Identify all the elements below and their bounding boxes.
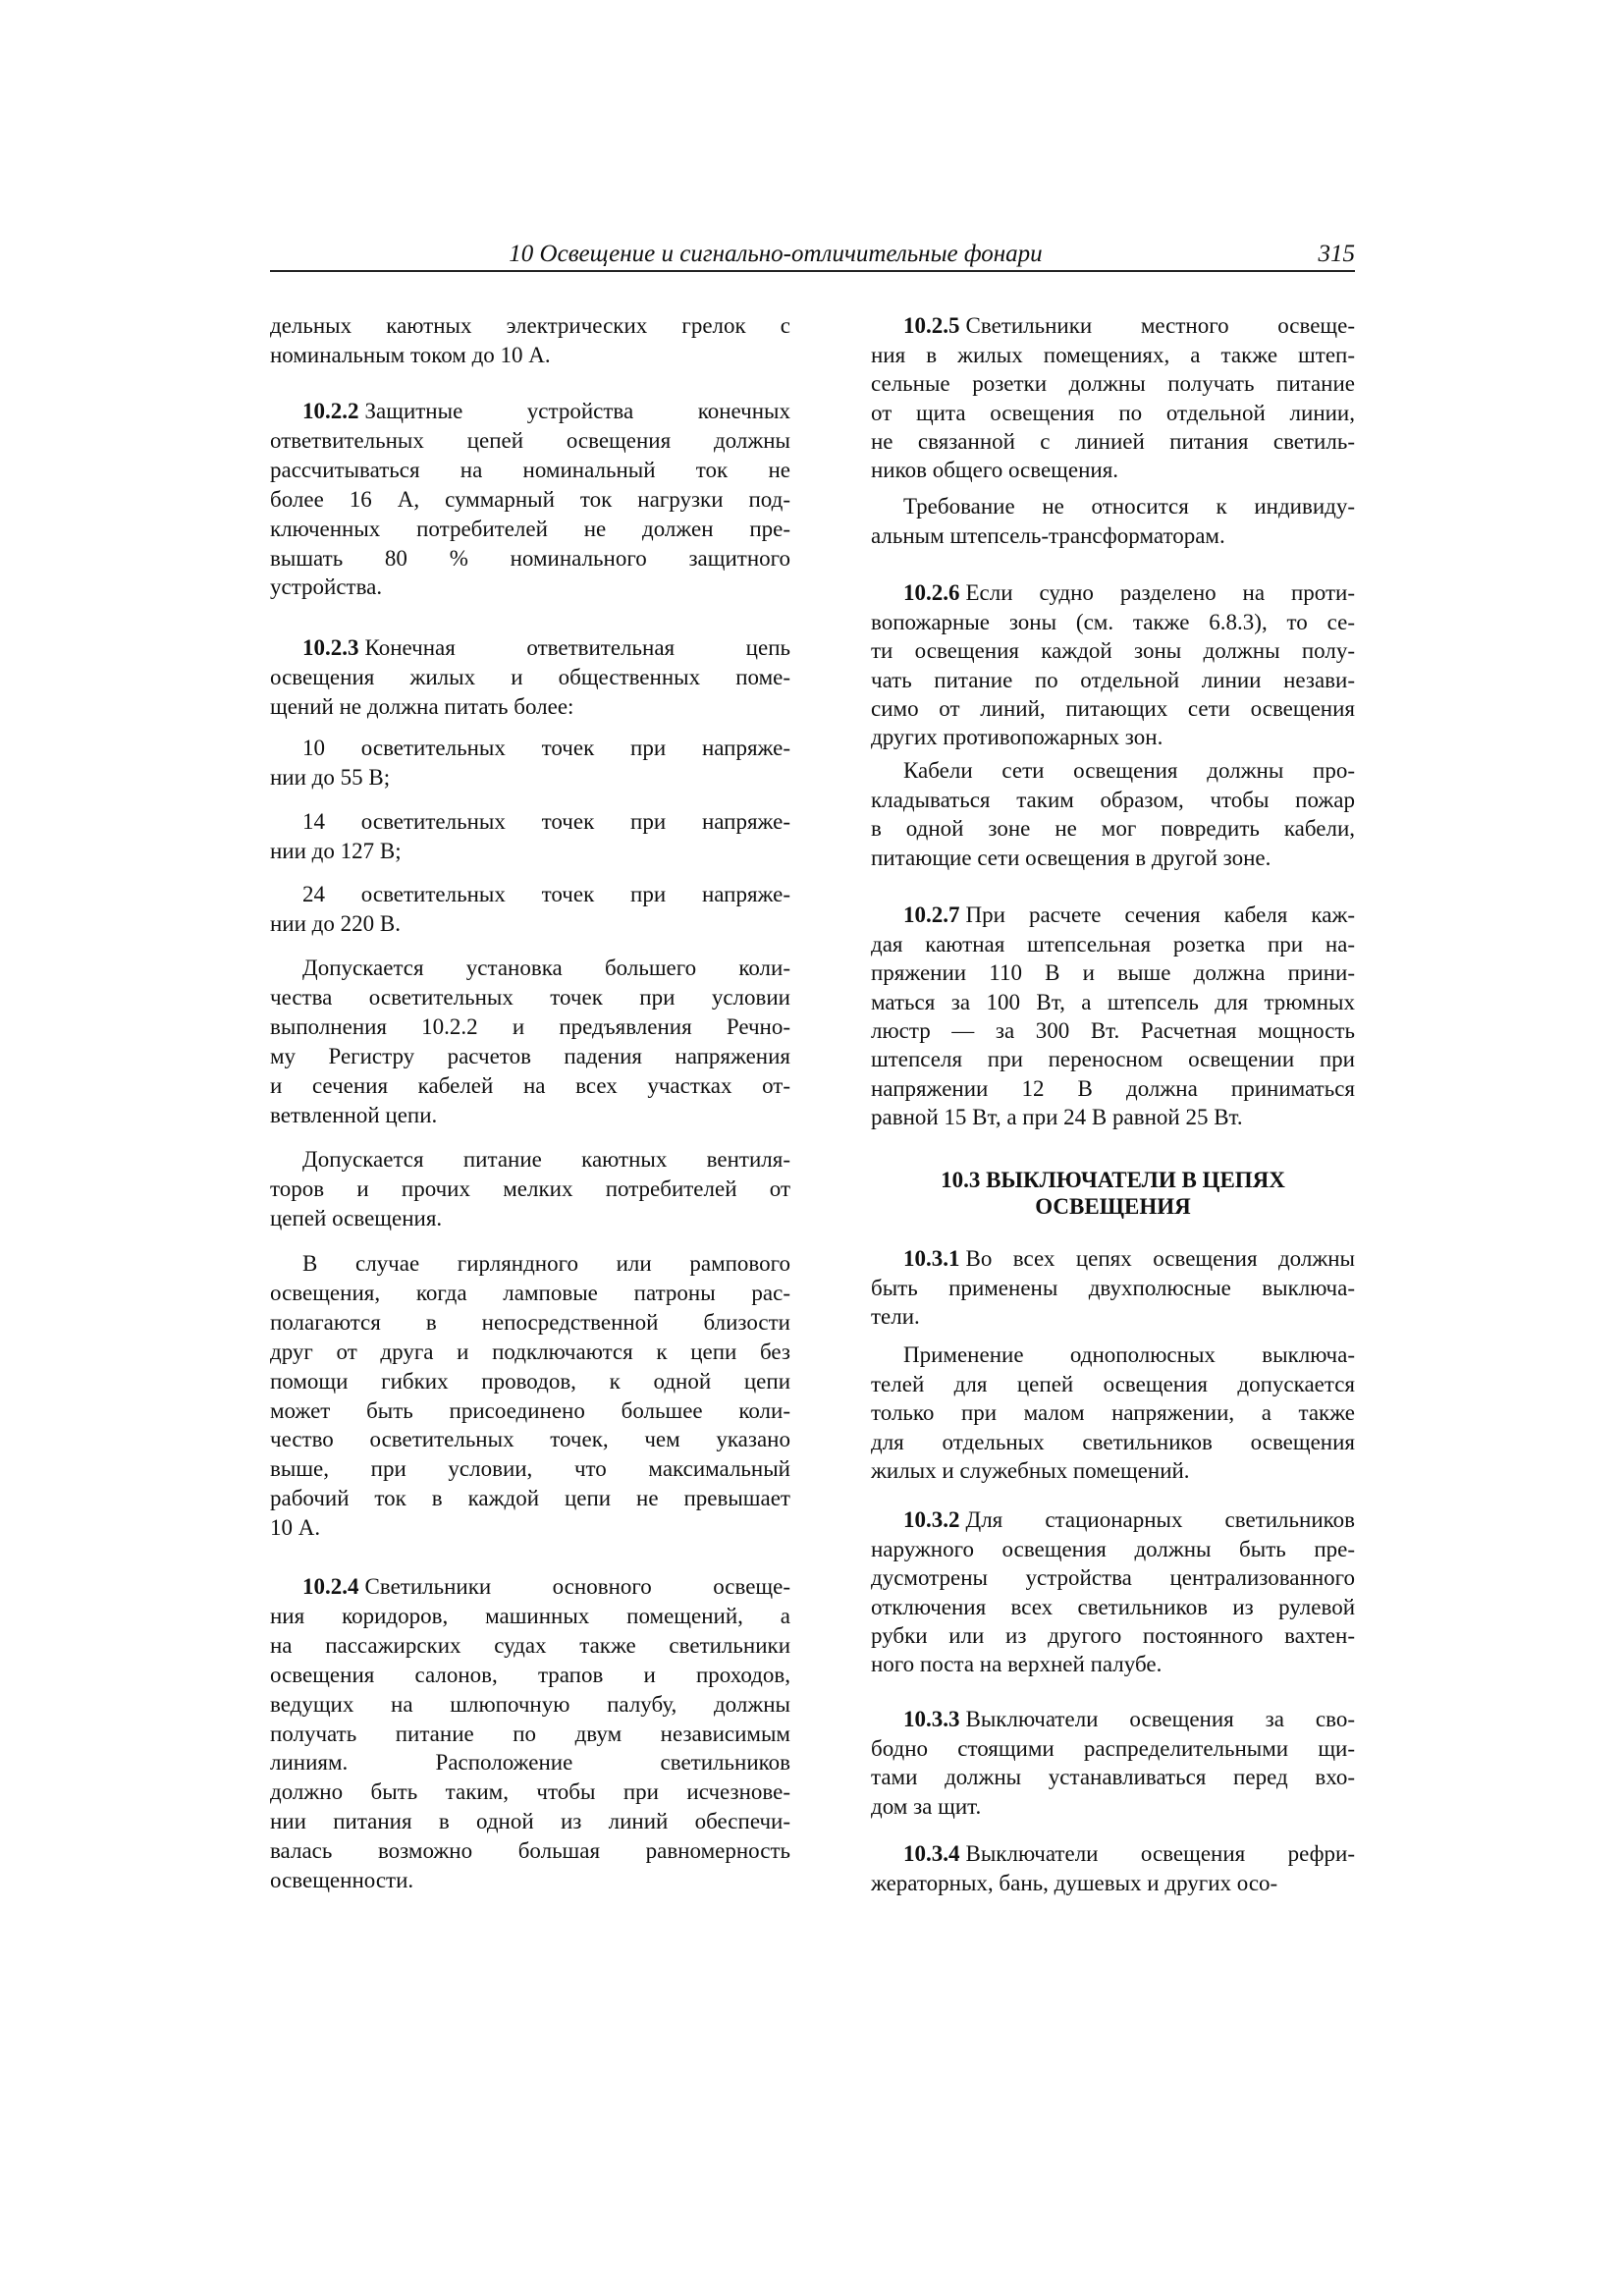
line-text: бодно стоящими распределительными щи- — [871, 1735, 1355, 1761]
text-line — [871, 756, 1355, 785]
text-line — [270, 485, 790, 515]
line-text: тами должны устанавливаться перед вхо- — [871, 1765, 1355, 1790]
line-text: ответвительных цепей освещения должны — [270, 427, 790, 453]
line-text: тели. — [871, 1304, 920, 1330]
line-text: ния в жилых помещениях, а также штеп- — [871, 342, 1355, 367]
clause-10-2-3 — [270, 633, 790, 722]
text-line — [270, 341, 790, 370]
line-text: жераторных, бань, душевых и других осо- — [871, 1870, 1278, 1895]
line-text: 10 А. — [270, 1515, 321, 1541]
header-rule — [270, 270, 1355, 272]
line-text: Светильники местного освеще- — [965, 313, 1355, 339]
line-text: люстр — за 300 Вт. Расчетная мощность — [871, 1017, 1355, 1043]
clause-10-3-4 — [871, 1839, 1355, 1897]
text-line — [270, 1602, 790, 1631]
line-text: полагаются в непосредственной близости — [270, 1309, 790, 1335]
line-text: на пассажирских судах также светильники — [270, 1632, 790, 1658]
text-line — [270, 807, 790, 837]
text-line — [270, 1513, 790, 1543]
text-line — [871, 1734, 1355, 1763]
line-text: Кабели сети освещения должны про- — [903, 758, 1355, 784]
line-text: рабочий ток в каждой цепи не превышает — [270, 1486, 790, 1511]
text-line — [871, 786, 1355, 814]
line-text: питающие сети освещения в другой зоне. — [871, 845, 1271, 870]
text-line — [871, 901, 1355, 929]
text-line — [270, 734, 790, 763]
line-text: выполнения 10.2.2 и предъявления Речно- — [270, 1013, 790, 1039]
line-text: му Регистру расчетов падения напряжения — [270, 1043, 790, 1068]
text-line — [871, 608, 1355, 636]
text-line — [270, 1204, 790, 1233]
text-line — [270, 1572, 790, 1602]
line-text: освещения, когда ламповые патроны рас- — [270, 1280, 790, 1305]
line-text: и сечения кабелей на всех участках от- — [270, 1072, 790, 1098]
text-line — [871, 1839, 1355, 1868]
text-line — [270, 426, 790, 456]
text-line — [270, 1145, 790, 1175]
line-text: отключения всех светильников из рулевой — [871, 1594, 1355, 1619]
line-text: освещения салонов, трапов и проходов, — [270, 1662, 790, 1687]
clause-number: 10.3.1 — [903, 1246, 960, 1272]
line-text: валась возможно большая равномерность — [270, 1838, 790, 1864]
text-line — [871, 341, 1355, 369]
line-text: Для стационарных светильников — [965, 1507, 1355, 1533]
text-line — [270, 1308, 790, 1338]
text-line — [270, 1454, 790, 1484]
text-line — [871, 1705, 1355, 1733]
text-line — [871, 1244, 1355, 1273]
line-text: рубки или из другого постоянного вахтен- — [871, 1622, 1355, 1648]
text-line — [871, 578, 1355, 607]
line-text: наружного освещения должны быть пре- — [871, 1536, 1355, 1561]
line-text: освещения жилых и общественных поме- — [270, 664, 790, 689]
text-line — [270, 983, 790, 1012]
text-line — [871, 427, 1355, 456]
running-title: 10 Освещение и сигнально-отличительные фонари — [509, 241, 1043, 267]
line-text: 24 осветительных точек при напряже- — [302, 882, 790, 907]
line-text: Конечная ответвительная цепь — [364, 635, 790, 661]
clause-10-2-2 — [270, 397, 790, 602]
text-line — [871, 814, 1355, 843]
clause-number: 10.2.3 — [302, 635, 359, 661]
text-line — [270, 763, 790, 793]
text-line — [871, 311, 1355, 340]
line-text: ния коридоров, машинных помещений, а — [270, 1603, 790, 1628]
line-text: 14 осветительных точек при напряже- — [302, 809, 790, 835]
text-line — [270, 1690, 790, 1720]
line-text: ного поста на верхней палубе. — [871, 1652, 1163, 1677]
text-line — [270, 1249, 790, 1279]
text-line — [871, 1456, 1355, 1485]
clause-number: 10.3.4 — [903, 1841, 960, 1867]
line-text: цепей освещения. — [270, 1205, 443, 1230]
clause-number: 10.3.3 — [903, 1707, 960, 1732]
text-line — [871, 1103, 1355, 1131]
text-line — [270, 909, 790, 939]
line-text: ветвленной цепи. — [270, 1102, 438, 1127]
text-line — [871, 1074, 1355, 1103]
text-line — [871, 1398, 1355, 1427]
text-line — [270, 515, 790, 544]
text-line — [871, 1428, 1355, 1456]
text-line — [270, 1661, 790, 1690]
line-text: чать питание по отдельной линии незави- — [871, 667, 1355, 692]
text-line — [871, 844, 1355, 872]
section-heading — [871, 1167, 1355, 1220]
text-line — [270, 954, 790, 983]
line-text: напряжении 12 В должна приниматься — [871, 1075, 1355, 1101]
line-text: для отдельных светильников освещения — [871, 1429, 1355, 1454]
text-line — [871, 1869, 1355, 1897]
paragraph — [270, 734, 790, 793]
line-text: Применение однополюсных выключа- — [903, 1342, 1355, 1368]
text-line — [871, 694, 1355, 723]
line-text: жилых и служебных помещений. — [871, 1457, 1190, 1483]
paragraph — [270, 880, 790, 939]
line-text: только при малом напряжении, а также — [871, 1400, 1355, 1426]
paragraph — [871, 1340, 1355, 1485]
text-line — [270, 1071, 790, 1101]
line-text: сельные розетки должны получать питание — [871, 371, 1355, 397]
text-line — [270, 1101, 790, 1130]
text-line — [270, 1425, 790, 1454]
line-text: помощи гибких проводов, к одной цепи — [270, 1368, 790, 1394]
line-text: Допускается установка большего коли- — [302, 956, 790, 981]
text-line — [270, 663, 790, 692]
line-text: нии до 220 В. — [270, 910, 401, 936]
line-text: чество осветительных точек, чем указано — [270, 1427, 790, 1452]
clause-number: 10.2.4 — [302, 1574, 359, 1600]
clause-10-2-4 — [270, 1572, 790, 1895]
heading-line: 10.3 ВЫКЛЮЧАТЕЛИ В ЦЕПЯХ — [941, 1168, 1285, 1192]
text-line — [871, 930, 1355, 958]
paragraph — [270, 1249, 790, 1543]
line-text: дельных каютных электрических грелок с — [270, 313, 790, 339]
text-line — [871, 988, 1355, 1016]
line-text: выше, при условии, что максимальный — [270, 1456, 790, 1482]
paragraph — [270, 954, 790, 1129]
line-text: устройства. — [270, 574, 383, 600]
clause-number: 10.2.7 — [903, 902, 960, 928]
line-text: в одной зоне не мог повредить кабели, — [871, 816, 1355, 842]
line-text: быть применены двухполюсные выключа- — [871, 1275, 1355, 1300]
text-line — [270, 633, 790, 663]
text-line — [270, 837, 790, 866]
line-text: дусмотрены устройства централизованного — [871, 1565, 1355, 1591]
line-text: В случае гирляндного или рампового — [302, 1251, 790, 1277]
text-line — [270, 1484, 790, 1513]
clause-10-2-5 — [871, 311, 1355, 484]
text-line — [270, 1338, 790, 1367]
text-line — [871, 636, 1355, 665]
text-line — [270, 1367, 790, 1396]
line-text: равной 15 Вт, а при 24 В равной 25 Вт. — [871, 1105, 1243, 1130]
line-text: вопожарные зоны (см. также 6.8.3), то се- — [871, 609, 1355, 634]
paragraph — [270, 807, 790, 866]
line-text: Если судно разделено на проти- — [965, 580, 1355, 606]
line-text: нии до 55 В; — [270, 764, 391, 790]
line-text: Выключатели освещения рефри- — [965, 1841, 1355, 1867]
text-line — [871, 399, 1355, 427]
line-text: штепселя при переносном освещении при — [871, 1047, 1355, 1072]
text-line — [270, 1175, 790, 1204]
text-line — [871, 1340, 1355, 1369]
text-line — [871, 1302, 1355, 1331]
text-line — [871, 1274, 1355, 1302]
text-line — [270, 544, 790, 574]
heading-line: ОСВЕЩЕНИЯ — [1035, 1194, 1191, 1219]
text-line — [871, 723, 1355, 751]
line-text: пряжении 110 В и выше должна прини- — [871, 960, 1355, 986]
line-text: ведущих на шлюпочную палубу, должны — [270, 1691, 790, 1717]
line-text: ников общего освещения. — [871, 458, 1119, 483]
paragraph — [270, 1145, 790, 1233]
line-text: друг от друга и подключаются к цепи без — [270, 1339, 790, 1364]
text-line — [871, 1370, 1355, 1398]
text-line — [871, 1650, 1355, 1678]
line-text: других противопожарных зон. — [871, 725, 1163, 750]
clause-10-3-3 — [871, 1705, 1355, 1821]
text-line — [270, 573, 790, 602]
text-line — [871, 1016, 1355, 1045]
line-text: кладываться таким образом, чтобы пожар — [871, 787, 1355, 812]
line-text: Защитные устройства конечных — [364, 399, 790, 424]
line-text: При расчете сечения кабеля каж- — [965, 902, 1355, 928]
line-text: маться за 100 Вт, а штепсель для трюмных — [871, 989, 1355, 1014]
text-line — [871, 666, 1355, 694]
text-line — [270, 692, 790, 722]
text-line — [270, 880, 790, 909]
line-text: Во всех цепях освещения должны — [965, 1246, 1355, 1272]
line-text: Светильники основного освеще- — [364, 1574, 790, 1600]
text-line — [270, 456, 790, 485]
page-number: 315 — [1318, 241, 1355, 267]
line-text: должно быть таким, чтобы при исчезнове- — [270, 1779, 790, 1805]
text-line — [871, 456, 1355, 484]
line-text: Выключатели освещения за сво- — [965, 1707, 1355, 1732]
text-line — [270, 1012, 790, 1042]
text-line — [270, 1807, 790, 1836]
paragraph — [871, 756, 1355, 872]
text-line — [871, 521, 1355, 550]
text-line — [871, 492, 1355, 520]
line-text: рассчитываться на номинальный ток не — [270, 457, 790, 482]
line-text: симо от линий, питающих сети освещения — [871, 695, 1355, 721]
text-line — [270, 1279, 790, 1308]
line-text: чества осветительных точек при условии — [270, 984, 790, 1010]
line-text: торов и прочих мелких потребителей от — [270, 1175, 790, 1201]
text-line — [871, 1535, 1355, 1563]
line-text: ключенных потребителей не должен пре- — [270, 516, 790, 541]
line-text: от щита освещения по отдельной линии, — [871, 400, 1355, 425]
line-text: альным штепсель-трансформаторам. — [871, 522, 1225, 548]
clause-number: 10.2.2 — [302, 399, 359, 424]
line-text: линиям. Расположение светильников — [270, 1750, 790, 1776]
line-text: дом за щит. — [871, 1793, 982, 1819]
text-line — [270, 1866, 790, 1895]
line-text: Требование не относится к индивиду- — [903, 494, 1355, 519]
clause-number: 10.2.5 — [903, 313, 960, 339]
line-text: получать питание по двум независимым — [270, 1721, 790, 1746]
text-line — [270, 1748, 790, 1777]
text-line — [871, 1763, 1355, 1791]
text-line — [270, 1396, 790, 1426]
text-line — [871, 958, 1355, 987]
line-text: более 16 А, суммарный ток нагрузки под- — [270, 486, 790, 512]
text-line — [270, 397, 790, 426]
paragraph — [270, 311, 790, 370]
text-line — [871, 1045, 1355, 1073]
text-line — [871, 1505, 1355, 1534]
line-text: нии питания в одной из линий обеспечи- — [270, 1809, 790, 1834]
text-line — [270, 1777, 790, 1807]
text-line — [270, 311, 790, 341]
text-line — [871, 1593, 1355, 1621]
text-line — [270, 1836, 790, 1866]
text-line — [270, 1631, 790, 1661]
line-text: Допускается питание каютных вентиля- — [302, 1147, 790, 1173]
text-line — [270, 1720, 790, 1749]
line-text: щений не должна питать более: — [270, 693, 574, 719]
text-line — [871, 1621, 1355, 1650]
clause-number: 10.3.2 — [903, 1507, 960, 1533]
line-text: вышать 80 % номинального защитного — [270, 545, 790, 571]
text-line — [871, 1792, 1355, 1821]
line-text: ти освещения каждой зоны должны полу- — [871, 638, 1355, 664]
line-text: не связанной с линией питания светиль- — [871, 428, 1355, 454]
clause-10-2-6 — [871, 578, 1355, 751]
line-text: телей для цепей освещения допускается — [871, 1371, 1355, 1396]
clause-10-3-2 — [871, 1505, 1355, 1678]
line-text: нии до 127 В; — [270, 838, 402, 863]
line-text: дая каютная штепсельная розетка при на- — [871, 931, 1355, 957]
clause-10-3-1 — [871, 1244, 1355, 1331]
line-text: освещенности. — [270, 1868, 414, 1893]
text-line — [871, 369, 1355, 398]
text-line — [871, 1563, 1355, 1592]
clause-10-2-7 — [871, 901, 1355, 1131]
clause-number: 10.2.6 — [903, 580, 960, 606]
line-text: может быть присоединено большее коли- — [270, 1397, 790, 1423]
text-line — [270, 1042, 790, 1071]
paragraph — [871, 492, 1355, 550]
line-text: 10 осветительных точек при напряже- — [302, 736, 790, 761]
line-text: номинальным током до 10 А. — [270, 342, 551, 367]
